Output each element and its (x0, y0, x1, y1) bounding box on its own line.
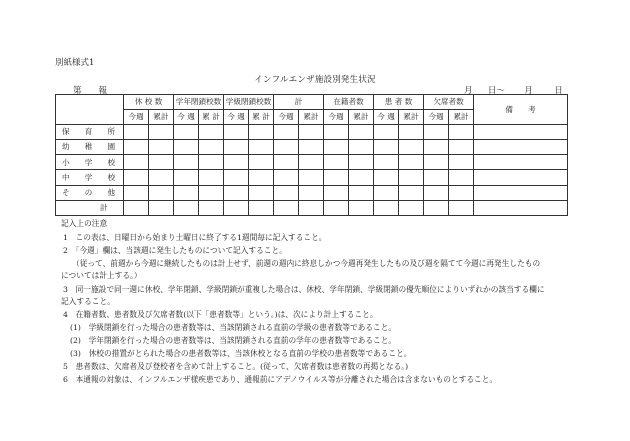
subheader-cumulative: 累 計 (199, 110, 224, 125)
row-label: 小 学 校 (56, 155, 124, 170)
data-cell[interactable] (374, 185, 399, 200)
data-cell[interactable] (299, 125, 324, 140)
data-cell[interactable] (149, 125, 174, 140)
data-cell[interactable] (399, 185, 424, 200)
table-row (56, 155, 568, 170)
header-enrolled: 在籍者数 (324, 95, 374, 110)
note-item: (1) 学級閉鎖を行った場合の患者数等は、当該閉鎖される直前の学級の患者数等であること。 (70, 323, 397, 332)
header-grade-closures: 学年閉鎖校数 (174, 95, 224, 110)
data-cell[interactable] (149, 140, 174, 155)
header-class-closures: 学級閉鎖校数 (224, 95, 274, 110)
data-cell[interactable] (349, 155, 374, 170)
data-cell[interactable] (324, 140, 349, 155)
data-cell[interactable] (374, 170, 399, 185)
data-cell[interactable] (199, 125, 224, 140)
data-cell[interactable] (349, 125, 374, 140)
data-cell[interactable] (224, 170, 249, 185)
row-label: そ の 他 (56, 185, 124, 200)
subheader-this-week: 今週 (424, 110, 449, 125)
note-item: (3) 休校の措置がとられた場合の患者数等は、当該休校となる直前の学校の患者数等であること。 (70, 349, 412, 358)
data-cell[interactable] (449, 185, 474, 200)
note-item: 1 この表は、日曜日から始まり土曜日に終了する1週間毎に記入すること。 (63, 233, 327, 242)
data-cell[interactable] (199, 185, 224, 200)
data-cell[interactable] (199, 200, 224, 215)
report-number-label: 第 報 (73, 86, 108, 96)
data-cell[interactable] (224, 125, 249, 140)
subheader-this-week: 今 週 (374, 110, 399, 125)
header-patients: 患 者 数 (374, 95, 424, 110)
data-cell[interactable] (424, 140, 449, 155)
note-item: 記入すること。 (61, 297, 115, 306)
note-item: 5 患者数は、欠席者及び登校者を含めて計上すること。(従って、欠席者数は患者数の再掲となる。) (63, 362, 409, 371)
subheader-this-week: 今週 (274, 110, 299, 125)
data-cell[interactable] (349, 185, 374, 200)
note-item: 3 同一施設で同一週に休校、学年閉鎖、学級閉鎖が重複した場合は、休校、学年閉鎖、学級閉鎖の優先順位によりいずれかの該当する欄に (63, 285, 545, 294)
data-cell[interactable] (124, 200, 149, 215)
outbreak-table (55, 94, 568, 216)
data-cell[interactable] (399, 200, 424, 215)
header-total: 計 (274, 95, 324, 110)
subheader-cumulative: 累計 (399, 110, 424, 125)
data-cell[interactable] (174, 170, 199, 185)
data-cell[interactable] (174, 140, 199, 155)
data-cell[interactable] (449, 125, 474, 140)
table-row (56, 200, 568, 215)
row-label: 保 育 所 (56, 125, 124, 140)
table-row (56, 185, 568, 200)
data-cell[interactable] (249, 200, 274, 215)
subheader-this-week: 今週 (124, 110, 149, 125)
data-cell[interactable] (174, 200, 199, 215)
remarks-cell[interactable] (474, 200, 568, 215)
note-item: (2) 学年閉鎖を行った場合の患者数等は、当該閉鎖される直前の学年の患者数等であること。 (70, 336, 397, 345)
remarks-cell[interactable] (474, 140, 568, 155)
data-cell[interactable] (399, 170, 424, 185)
data-cell[interactable] (249, 155, 274, 170)
data-cell[interactable] (324, 185, 349, 200)
period-day-end: 日 (554, 86, 563, 96)
data-cell[interactable] (449, 140, 474, 155)
header-remarks: 備 考 (474, 95, 568, 125)
data-cell[interactable] (249, 170, 274, 185)
data-cell[interactable] (224, 140, 249, 155)
table-row (56, 170, 568, 185)
subheader-cumulative: 累計 (449, 110, 474, 125)
subheader-cumulative: 累計 (299, 110, 324, 125)
subheader-cumulative: 累計 (349, 110, 374, 125)
data-cell[interactable] (274, 125, 299, 140)
data-cell[interactable] (224, 185, 249, 200)
data-cell[interactable] (249, 185, 274, 200)
subheader-cumulative: 累 計 (249, 110, 274, 125)
data-cell[interactable] (349, 140, 374, 155)
data-cell[interactable] (449, 170, 474, 185)
data-cell[interactable] (124, 140, 149, 155)
subheader-this-week: 今 週 (224, 110, 249, 125)
header-corner-cell (56, 95, 124, 125)
data-cell[interactable] (374, 155, 399, 170)
data-cell[interactable] (424, 125, 449, 140)
data-cell[interactable] (124, 125, 149, 140)
row-label: 計 (56, 200, 124, 215)
notes-heading: 記入上の注意 (61, 219, 108, 228)
note-item: 6 本通報の対象は、インフルエンザ様疾患であり、通報前にアデノウイルス等が分離された場合は含まないものとすること。 (63, 375, 498, 384)
data-cell[interactable] (124, 155, 149, 170)
data-cell[interactable] (299, 200, 324, 215)
data-cell[interactable] (149, 185, 174, 200)
data-cell[interactable] (174, 185, 199, 200)
data-cell[interactable] (274, 155, 299, 170)
data-cell[interactable] (424, 170, 449, 185)
data-cell[interactable] (349, 200, 374, 215)
note-item: （従って、前週から今週に継続したものは計上せず、前週の週内に終息しかつ今週再発生したもの及び週を隔てて今週に再発生したもの (72, 259, 541, 268)
data-cell[interactable] (299, 155, 324, 170)
data-cell[interactable] (199, 155, 224, 170)
data-cell[interactable] (324, 200, 349, 215)
header-closure-schools: 休 校 数 (124, 95, 174, 110)
remarks-cell[interactable] (474, 125, 568, 140)
data-cell[interactable] (199, 140, 224, 155)
data-cell[interactable] (274, 140, 299, 155)
data-cell[interactable] (149, 170, 174, 185)
data-cell[interactable] (374, 140, 399, 155)
data-cell[interactable] (224, 200, 249, 215)
data-cell[interactable] (424, 155, 449, 170)
data-cell[interactable] (424, 185, 449, 200)
subheader-cumulative: 累計 (149, 110, 174, 125)
data-cell[interactable] (149, 155, 174, 170)
data-cell[interactable] (149, 200, 174, 215)
data-cell[interactable] (449, 155, 474, 170)
period-month-end: 月 (524, 86, 533, 96)
remarks-cell[interactable] (474, 170, 568, 185)
data-cell[interactable] (249, 140, 274, 155)
data-cell[interactable] (274, 200, 299, 215)
data-cell[interactable] (249, 125, 274, 140)
data-cell[interactable] (124, 185, 149, 200)
data-cell[interactable] (399, 140, 424, 155)
data-cell[interactable] (299, 170, 324, 185)
note-item: 4 在籍者数、患者数及び欠席者数(以下「患者数等」という。)は、次により計上すること。 (63, 310, 378, 319)
subheader-this-week: 今 週 (174, 110, 199, 125)
data-cell[interactable] (299, 185, 324, 200)
table-row (56, 140, 568, 155)
data-cell[interactable] (174, 125, 199, 140)
data-cell[interactable] (324, 170, 349, 185)
table-header-row (56, 95, 568, 110)
data-cell[interactable] (274, 170, 299, 185)
data-cell[interactable] (324, 155, 349, 170)
data-cell[interactable] (124, 170, 149, 185)
header-absentees: 欠席者数 (424, 95, 474, 110)
document-title: インフルエンザ施設別発生状況 (254, 75, 376, 85)
data-cell[interactable] (174, 155, 199, 170)
remarks-cell[interactable] (474, 155, 568, 170)
data-cell[interactable] (374, 200, 399, 215)
data-cell[interactable] (399, 155, 424, 170)
data-cell[interactable] (274, 185, 299, 200)
row-label: 幼 稚 園 (56, 140, 124, 155)
data-cell[interactable] (374, 125, 399, 140)
data-cell[interactable] (199, 170, 224, 185)
data-cell[interactable] (449, 200, 474, 215)
form-label: 別紙様式1 (55, 58, 95, 68)
data-cell[interactable] (299, 140, 324, 155)
data-cell[interactable] (424, 200, 449, 215)
data-cell[interactable] (224, 155, 249, 170)
remarks-cell[interactable] (474, 185, 568, 200)
data-cell[interactable] (399, 125, 424, 140)
data-cell[interactable] (324, 125, 349, 140)
data-cell[interactable] (349, 170, 374, 185)
period-day-start: 日〜 (487, 86, 505, 96)
period-month-start: 月 (464, 86, 473, 96)
note-item: 2 「今週」欄は、当該週に発生したものについて記入すること。 (63, 246, 287, 255)
subheader-this-week: 今週 (324, 110, 349, 125)
note-item: については計上する。） (61, 271, 142, 280)
row-label: 中 学 校 (56, 170, 124, 185)
table-row (56, 125, 568, 140)
